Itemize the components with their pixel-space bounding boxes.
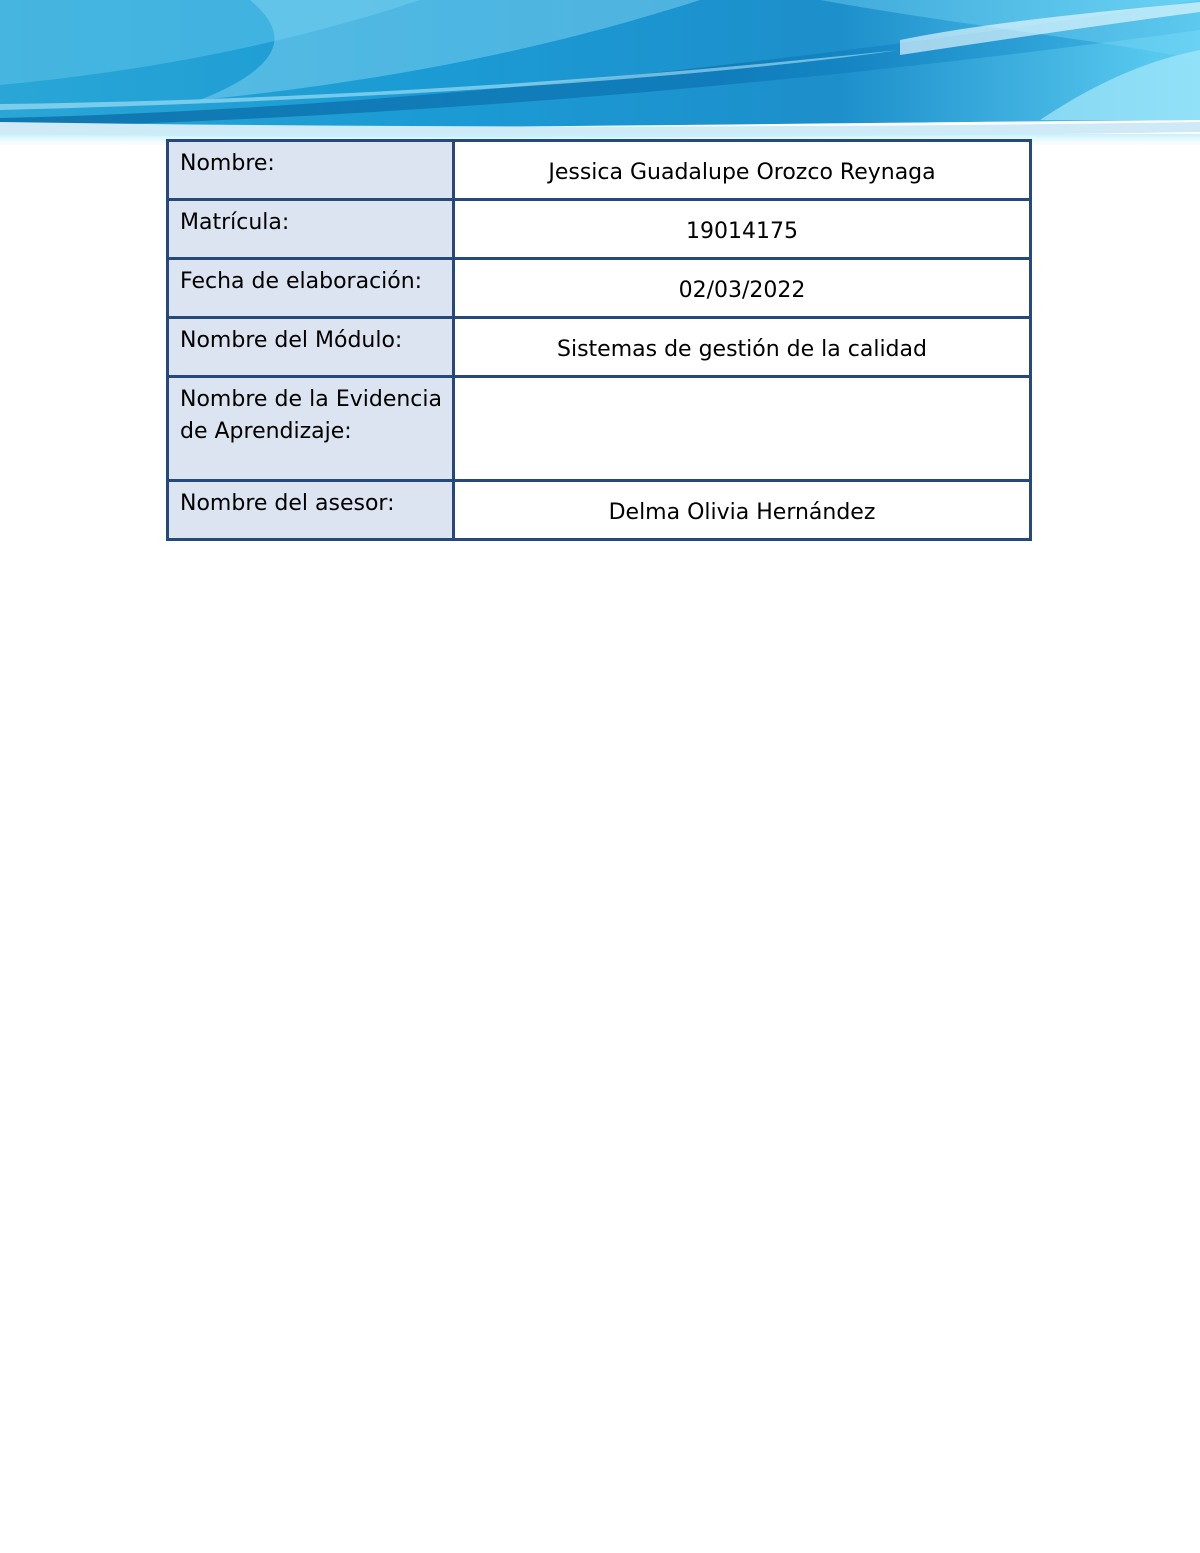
table-row: [168, 377, 1031, 481]
header-banner: [0, 0, 1200, 145]
label-evidencia: Nombre de la Evidencia de Aprendizaje:: [168, 377, 454, 481]
table-row: [168, 200, 1031, 259]
table-row: [168, 141, 1031, 200]
value-modulo: Sistemas de gestión de la calidad: [454, 318, 1031, 377]
label-modulo: Nombre del Módulo:: [168, 318, 454, 377]
value-evidencia: [454, 377, 1031, 481]
label-nombre: Nombre:: [168, 141, 454, 200]
label-matricula: Matrícula:: [168, 200, 454, 259]
label-fecha: Fecha de elaboración:: [168, 259, 454, 318]
value-nombre: Jessica Guadalupe Orozco Reynaga: [454, 141, 1031, 200]
value-fecha: 02/03/2022: [454, 259, 1031, 318]
header-banner-graphic: [0, 0, 1200, 145]
value-matricula: 19014175: [454, 200, 1031, 259]
label-asesor: Nombre del asesor:: [168, 481, 454, 540]
table-row: [168, 318, 1031, 377]
table-row: [168, 259, 1031, 318]
cover-info-table: [166, 139, 1032, 541]
table-row: [168, 481, 1031, 540]
value-asesor: Delma Olivia Hernández: [454, 481, 1031, 540]
